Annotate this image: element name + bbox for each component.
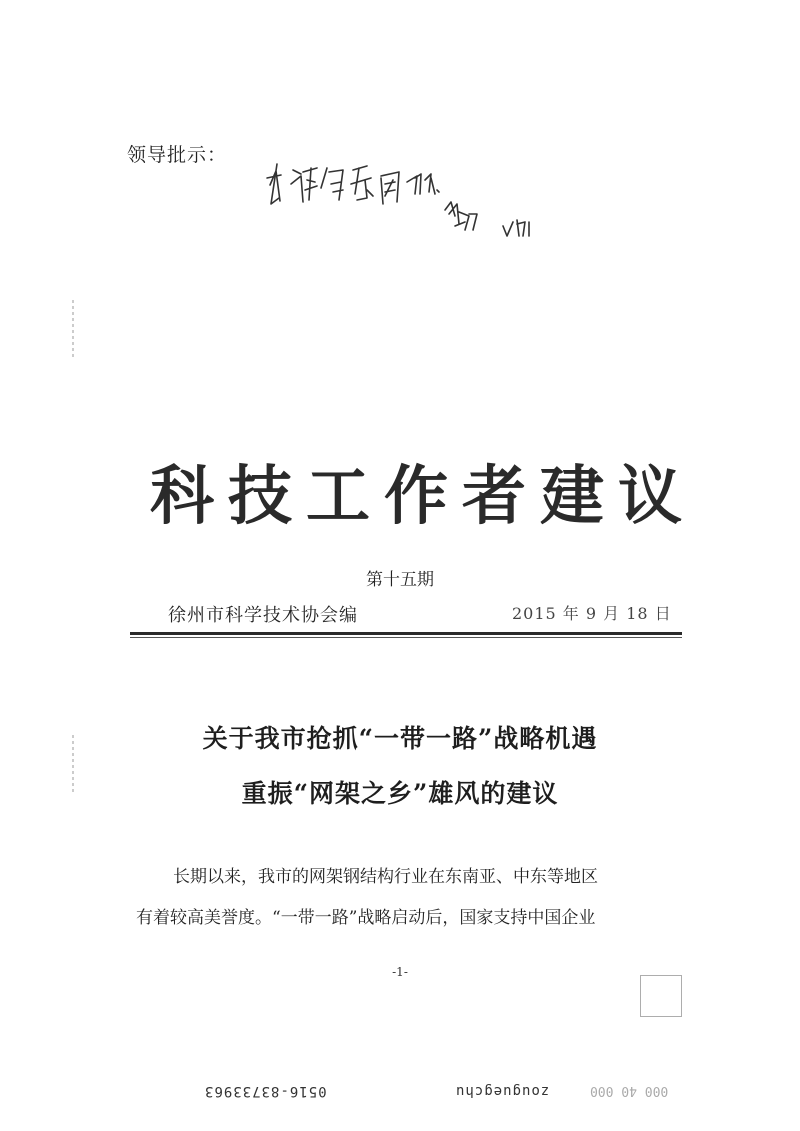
stamp-mark: [640, 975, 682, 1017]
issue-number: 第十五期: [366, 570, 434, 590]
body-text-line-1: 长期以来，我市的网架钢结构行业在东南亚、中东等地区: [173, 867, 598, 887]
page-number: -1-: [392, 965, 408, 979]
publisher: 徐州市科学技术协会编: [168, 605, 358, 626]
headline-line-1: 关于我市抢抓“一带一路”战略机遇: [202, 724, 598, 753]
scan-artifact-left-top: [70, 300, 76, 360]
approval-label: 领导批示：: [127, 144, 228, 166]
masthead-title: 科技工作者建议: [150, 459, 696, 534]
publication-date: 2015 年 9 月 18 日: [512, 604, 672, 623]
handwritten-signature: [255, 150, 575, 260]
sender-id: zouguegchu: [455, 1083, 550, 1099]
body-text-line-2: 有着较高美誉度。“一带一路”战略启动后，国家支持中国企业: [136, 908, 596, 928]
divider-thick: [130, 632, 682, 635]
scan-artifact-left-bottom: [70, 735, 76, 795]
fax-number: 0516-83733963: [204, 1083, 327, 1099]
divider-thin: [130, 637, 682, 638]
headline-line-2: 重振“网架之乡”雄风的建议: [241, 779, 559, 808]
faint-footer-text: 000 40 000: [590, 1083, 669, 1098]
